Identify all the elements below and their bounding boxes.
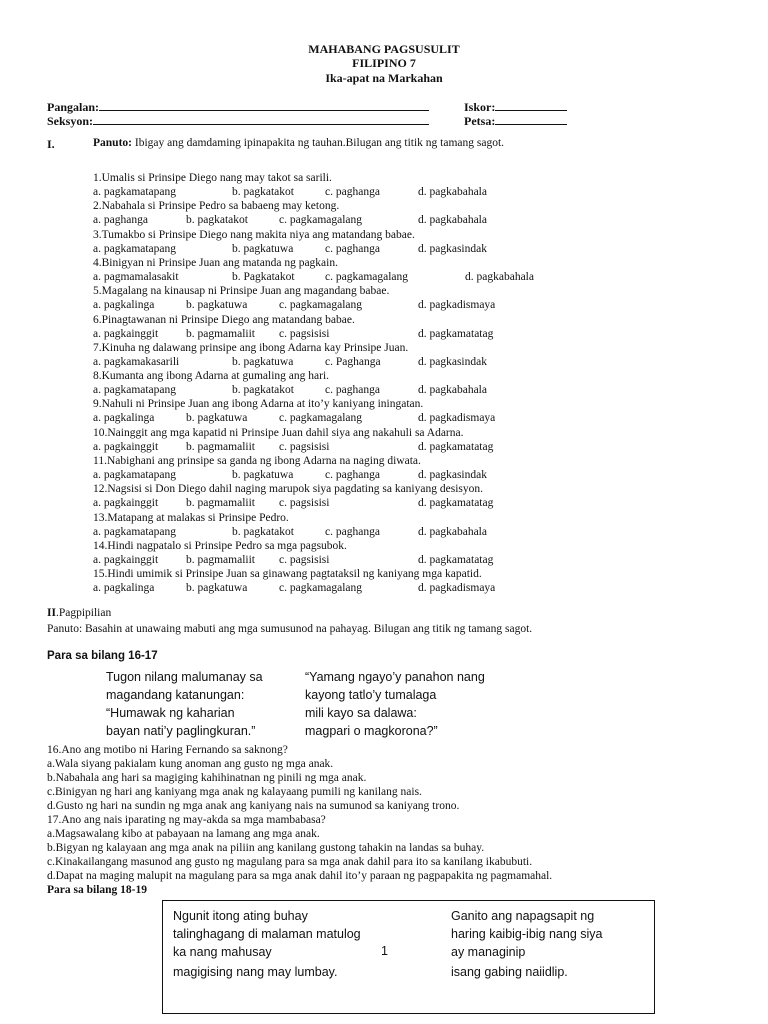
choice-8-d[interactable]: d. pagkabahala (418, 384, 487, 397)
choice-10-b[interactable]: b. pagmamaliit (186, 440, 255, 453)
choice-9-a[interactable]: a. pagkalinga (93, 412, 155, 425)
choice-11-c[interactable]: c. paghanga (325, 469, 380, 481)
choice-14-c[interactable]: c. pagsisisi (279, 553, 330, 566)
choice-6-b[interactable]: b. pagmamaliit (186, 327, 255, 340)
choice-11-b[interactable]: b. pagkatuwa (232, 469, 294, 481)
question-9: 9.Nahuli ni Prinsipe Juan ang ibong Adarna at ito’y kaniyang iningatan. (93, 398, 424, 411)
choice-12-a[interactable]: a. pagkainggit (93, 497, 159, 510)
choice-15-c[interactable]: c. pagkamagalang (279, 582, 363, 595)
part2-heading (47, 607, 111, 619)
part1-numeral: I. (47, 137, 55, 151)
choice-13-b[interactable]: b. pagkatakot (232, 525, 294, 538)
question-12: 12.Nagsisi si Don Diego dahil naging marupok siya pagdating sa kaniyang desisyon. (93, 483, 483, 496)
question-13: 13.Matapang at malakas si Prinsipe Pedro. (93, 511, 289, 524)
choice-9-d[interactable]: d. pagkadismaya (418, 412, 496, 425)
choice-1-d[interactable]: d. pagkabahala (418, 186, 487, 198)
poem-line: talinghagang di malaman matulog (173, 927, 361, 941)
choice-17d[interactable]: d.Dapat na maging malupit na magulang para sa mga anak dahil ito’y paraan ng pagpapakita ng pagmamahal. (47, 870, 553, 882)
poem-line: “Yamang ngayo’y panahon nang (305, 670, 485, 684)
exam-subject: FILIPINO 7 (352, 56, 416, 70)
choice-12-d[interactable]: d. pagkamatatag (418, 497, 494, 510)
choice-13-d[interactable]: d. pagkabahala (418, 525, 487, 538)
poem-line: bayan nati’y paglingkuran.” (106, 724, 256, 738)
poem-line: magigising nang may lumbay. (173, 965, 338, 979)
poem-line: haring kaibig-ibig nang siya (451, 927, 603, 941)
question-3: 3.Tumakbo si Prinsipe Diego nang makita niya ang matandang babae. (93, 228, 415, 241)
choice-2-c[interactable]: c. pagkamagalang (279, 214, 363, 227)
choice-15-b[interactable]: b. pagkatuwa (186, 582, 248, 595)
page-number: 1 (381, 944, 388, 958)
choice-16b[interactable]: b.Nabahala ang hari sa magiging kahihinatnan ng pinili ng mga anak. (47, 772, 367, 784)
poem2-right (451, 907, 602, 981)
choice-4-c[interactable]: c. pagkamagalang (325, 270, 409, 283)
poem-line: magandang katanungan: (106, 688, 245, 702)
date-blank[interactable] (495, 113, 567, 125)
choice-16d[interactable]: d.Gusto ng hari na sundin ng mga anak ang kaniyang nais na sumunod sa kaniyang trono. (47, 800, 460, 812)
choice-14-a[interactable]: a. pagkainggit (93, 553, 159, 566)
poem1-left (106, 668, 263, 740)
choice-4-a[interactable]: a. pagmamalasakit (93, 270, 179, 283)
choice-15-d[interactable]: d. pagkadismaya (418, 582, 496, 595)
part1-instruction (93, 137, 504, 149)
question-7: 7.Kinuha ng dalawang prinsipe ang ibong Adarna kay Prinsipe Juan. (93, 341, 409, 354)
poem-line: “Humawak ng kaharian (106, 706, 235, 720)
choice-6-a[interactable]: a. pagkainggit (93, 327, 159, 340)
question-2: 2.Nabahala si Prinsipe Pedro sa babaeng may ketong. (93, 200, 340, 213)
choice-5-d[interactable]: d. pagkadismaya (418, 299, 496, 312)
question-1: 1.Umalis si Prinsipe Diego nang may takot sa sarili. (93, 172, 332, 184)
choice-12-c[interactable]: c. pagsisisi (279, 497, 330, 510)
choice-8-c[interactable]: c. paghanga (325, 384, 380, 397)
choice-10-c[interactable]: c. pagsisisi (279, 440, 330, 453)
name-label: Pangalan: (47, 100, 100, 114)
choice-8-b[interactable]: b. pagkatakot (232, 384, 294, 397)
choice-5-b[interactable]: b. pagkatuwa (186, 299, 248, 312)
choice-10-d[interactable]: d. pagkamatatag (418, 440, 494, 453)
choice-14-b[interactable]: b. pagmamaliit (186, 553, 255, 566)
question-5: 5.Magalang na kinausap ni Prinsipe Juan ang magandang babae. (93, 285, 390, 298)
question-14: 14.Hindi nagpatalo si Prinsipe Pedro sa mga pagsubok. (93, 539, 347, 552)
question-11: 11.Nabighani ang prinsipe sa ganda ng ibong Adarna na naging diwata. (93, 455, 421, 467)
question-4: 4.Binigyan ni Prinsipe Juan ang matanda ng pagkain. (93, 256, 338, 269)
choice-7-b[interactable]: b. pagkatuwa (232, 355, 294, 368)
choice-8-a[interactable]: a. pagkamatapang (93, 384, 177, 397)
choice-2-a[interactable]: a. paghanga (93, 214, 148, 227)
part2-instruction: Panuto: Basahin at unawaing mabuti ang mga sumusunod na pahayag. Bilugan ang titik ng tamang sagot. (47, 623, 533, 635)
poem2-box (162, 900, 655, 1014)
question-16: 16.Ano ang motibo ni Haring Fernando sa saknong? (47, 744, 288, 756)
choice-3-c[interactable]: c. paghanga (325, 242, 380, 255)
question-8: 8.Kumanta ang ibong Adarna at gumaling ang hari. (93, 370, 330, 383)
choice-11-a[interactable]: a. pagkamatapang (93, 469, 177, 481)
score-blank[interactable] (495, 99, 567, 111)
choice-7-a[interactable]: a. pagkamakasarili (93, 355, 180, 368)
exam-title: MAHABANG PAGSUSULIT (308, 42, 460, 56)
section-blank[interactable] (93, 113, 429, 125)
choice-6-d[interactable]: d. pagkamatatag (418, 327, 494, 340)
poem-line: mili kayo sa dalawa: (305, 706, 417, 720)
poem-line: isang gabing naiidlip. (451, 965, 568, 979)
choice-12-b[interactable]: b. pagmamaliit (186, 497, 255, 510)
name-blank[interactable] (99, 99, 429, 111)
group1-label: Para sa bilang 16-17 (47, 650, 158, 662)
choice-15-a[interactable]: a. pagkalinga (93, 582, 155, 595)
choice-7-c[interactable]: c. Paghanga (325, 355, 381, 368)
score-label: Iskor: (464, 100, 496, 114)
choice-6-c[interactable]: c. pagsisisi (279, 327, 330, 340)
date-field[interactable] (464, 113, 567, 129)
choice-4-b[interactable]: b. Pagkatakot (232, 270, 295, 283)
choice-5-a[interactable]: a. pagkalinga (93, 299, 155, 312)
choice-4-d[interactable]: d. pagkabahala (465, 270, 534, 283)
choice-16a[interactable]: a.Wala siyang pakialam kung anoman ang gusto ng mga anak. (47, 758, 334, 770)
choice-3-a[interactable]: a. pagkamatapang (93, 242, 177, 255)
choice-14-d[interactable]: d. pagkamatatag (418, 553, 494, 566)
poem-line: Ngunit itong ating buhay (173, 909, 308, 923)
section-field[interactable] (47, 113, 429, 129)
choice-1-a[interactable]: a. pagkamatapang (93, 186, 177, 198)
poem-line: Ganito ang napagsapit ng (451, 909, 595, 923)
part1-instruction-text: Ibigay ang damdaming ipinapakita ng tauhan.Bilugan ang titik ng tamang sagot. (134, 137, 505, 149)
exam-quarter: Ika-apat na Markahan (325, 71, 443, 85)
choice-13-a[interactable]: a. pagkamatapang (93, 525, 177, 538)
part2-numeral: II (47, 607, 56, 619)
part1-instruction-label: Panuto: (93, 137, 132, 149)
question-10: 10.Nainggit ang mga kapatid ni Prinsipe Juan dahil siya ang nakahuli sa Adarna. (93, 426, 464, 439)
poem-line: ka nang mahusay (173, 945, 272, 959)
choice-17b[interactable]: b.Bigyan ng kalayaan ang mga anak na piliin ang kanilang gustong tahakin na landas sa buhay. (47, 842, 485, 854)
poem1-right (305, 668, 485, 740)
date-label: Petsa: (464, 114, 496, 128)
question-17: 17.Ano ang nais iparating ng may-akda sa mga mambabasa? (47, 814, 326, 826)
poem-line: ay managinip (451, 945, 526, 959)
section-label: Seksyon: (47, 114, 94, 128)
choice-2-d[interactable]: d. pagkabahala (418, 214, 487, 227)
group2-label: Para sa bilang 18-19 (47, 884, 147, 896)
choice-17a[interactable]: a.Magsawalang kibo at pabayaan na lamang ang mga anak. (47, 828, 320, 840)
choice-9-b[interactable]: b. pagkatuwa (186, 412, 248, 425)
question-6: 6.Pinagtawanan ni Prinsipe Diego ang matandang babae. (93, 313, 355, 326)
choice-3-d[interactable]: d. pagkasindak (418, 242, 487, 255)
choice-16c[interactable]: c.Binigyan ng hari ang kaniyang mga anak ng kalayaang pumili ng kanilang nais. (47, 786, 422, 798)
choice-2-b[interactable]: b. pagkatakot (186, 214, 248, 227)
choice-1-c[interactable]: c. paghanga (325, 186, 380, 198)
choice-5-c[interactable]: c. pagkamagalang (279, 299, 363, 312)
choice-11-d[interactable]: d. pagkasindak (418, 469, 487, 481)
choice-13-c[interactable]: c. paghanga (325, 525, 380, 538)
choice-7-d[interactable]: d. pagkasindak (418, 355, 487, 368)
poem-line: kayong tatlo’y tumalaga (305, 688, 437, 702)
choice-10-a[interactable]: a. pagkainggit (93, 440, 159, 453)
poem2-left (173, 907, 361, 981)
poem-line: magpari o magkorona?” (305, 724, 438, 738)
part2-title: .Pagpipilian (55, 607, 112, 619)
poem-line: Tugon nilang malumanay sa (106, 670, 263, 684)
choice-3-b[interactable]: b. pagkatuwa (232, 242, 294, 255)
question-15: 15.Hindi umimik si Prinsipe Juan sa ginawang pagtataksil ng kaniyang mga kapatid. (93, 568, 482, 581)
choice-17c[interactable]: c.Kinakailangang masunod ang gusto ng magulang para sa mga anak dahil para ito sa kanilang ikabubuti. (47, 856, 533, 868)
choice-1-b[interactable]: b. pagkatakot (232, 186, 294, 198)
choice-9-c[interactable]: c. pagkamagalang (279, 412, 363, 425)
